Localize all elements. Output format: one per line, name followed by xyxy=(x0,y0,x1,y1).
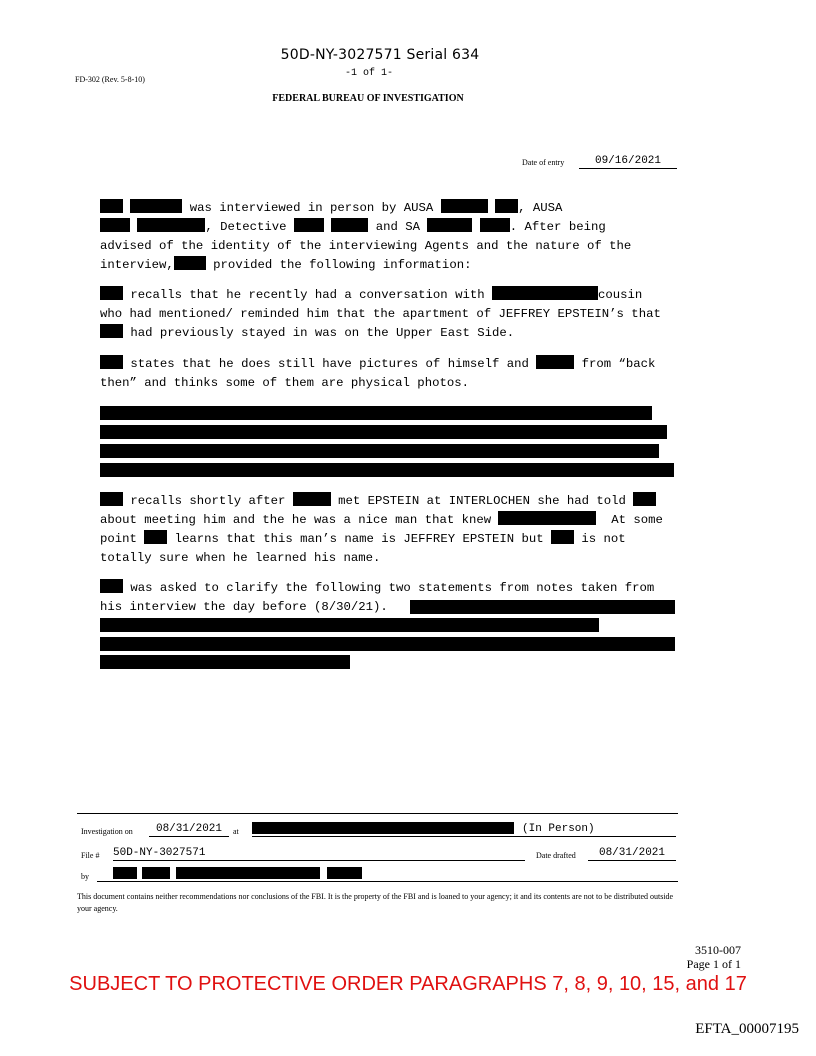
redacted-line xyxy=(100,444,659,458)
redaction xyxy=(492,286,598,300)
text-run: about meeting him and the he was a nice man that knew xyxy=(100,513,499,527)
form-number: FD-302 (Rev. 5-8-10) xyxy=(75,75,145,84)
text-run: recalls shortly after xyxy=(123,494,293,508)
text-run: , AUSA xyxy=(518,201,563,215)
text-run: , Detective xyxy=(205,220,294,234)
bates-number: EFTA_00007195 xyxy=(695,1021,799,1037)
redaction xyxy=(100,286,123,300)
redacted-line xyxy=(100,618,599,632)
redaction xyxy=(480,218,510,232)
at-label: at xyxy=(233,827,239,836)
text-run: was interviewed in person by AUSA xyxy=(182,201,441,215)
text-run: learns that this man’s name is JEFFREY EPSTEIN but xyxy=(167,532,552,546)
agency-title: FEDERAL BUREAU OF INVESTIGATION xyxy=(272,93,464,104)
text-run: . After being xyxy=(509,220,606,234)
by-label: by xyxy=(81,872,89,881)
redaction xyxy=(495,199,518,213)
redaction xyxy=(100,218,130,232)
file-number: 50D-NY-3027571 xyxy=(113,847,525,861)
protective-order-banner: SUBJECT TO PROTECTIVE ORDER PARAGRAPHS 7, 8, 9, 10, 15, and 17 xyxy=(69,973,747,995)
location-line xyxy=(252,823,676,837)
redaction xyxy=(100,199,123,213)
redaction xyxy=(327,867,362,879)
date-of-entry-label: Date of entry xyxy=(522,158,565,167)
text-run: his interview the day before (8/30/21). xyxy=(100,600,396,614)
redaction xyxy=(427,218,472,232)
paragraph-2 xyxy=(100,286,680,343)
date-of-entry-value: 09/16/2021 xyxy=(579,155,677,169)
redaction xyxy=(174,256,206,270)
text-run: was asked to clarify the following two statements from notes taken from xyxy=(123,581,655,595)
redaction xyxy=(441,199,488,213)
text-run: totally sure when he learned his name. xyxy=(100,551,381,565)
redaction xyxy=(100,492,123,506)
file-number-label: File # xyxy=(81,851,100,860)
redaction xyxy=(100,324,123,338)
text-run: interview, xyxy=(100,258,174,272)
redaction xyxy=(536,355,574,369)
text-run: and SA xyxy=(368,220,428,234)
investigation-date: 08/31/2021 xyxy=(149,823,229,837)
text-run: had previously stayed in was on the Upper East Side. xyxy=(123,326,515,340)
serial-number: 50D-NY-3027571 Serial 634 xyxy=(280,47,480,63)
redaction xyxy=(142,867,170,879)
redacted-line xyxy=(100,655,350,669)
redaction xyxy=(100,355,123,369)
redacted-line xyxy=(100,425,667,439)
redaction xyxy=(144,530,167,544)
redaction xyxy=(633,492,656,506)
paragraph-3 xyxy=(100,355,680,393)
text-run: cousin xyxy=(597,288,643,302)
text-run: provided the following information: xyxy=(205,258,472,272)
text-run: then” and thinks some of them are physical photos. xyxy=(100,376,469,390)
page-number: Page 1 of 1 xyxy=(686,957,741,971)
paragraph-5 xyxy=(100,492,680,568)
redaction xyxy=(551,530,574,544)
redaction xyxy=(130,199,182,213)
by-line xyxy=(97,881,678,882)
redaction xyxy=(294,218,324,232)
redacted-line xyxy=(410,600,675,614)
redaction xyxy=(293,492,331,506)
redaction xyxy=(331,218,368,232)
in-person-note: (In Person) xyxy=(522,823,595,835)
date-drafted: 08/31/2021 xyxy=(588,847,676,861)
redaction xyxy=(100,579,123,593)
text-run: recalls that he recently had a conversation with xyxy=(123,288,492,302)
redacted-line xyxy=(100,637,675,651)
redaction xyxy=(498,511,596,525)
text-run: from “back xyxy=(574,357,656,371)
footer-rule xyxy=(77,813,678,814)
form-code: 3510-007 xyxy=(695,943,741,957)
text-run: is not xyxy=(574,532,626,546)
text-run: At some xyxy=(596,513,663,527)
text-run: point xyxy=(100,532,145,546)
redaction xyxy=(137,218,205,232)
paragraph-1 xyxy=(100,199,680,275)
date-drafted-label: Date drafted xyxy=(536,851,576,860)
text-run: met EPSTEIN at INTERLOCHEN she had told xyxy=(330,494,634,508)
investigation-on-label: Investigation on xyxy=(81,827,133,836)
redacted-line xyxy=(100,406,652,420)
page-indicator: -1 of 1- xyxy=(344,68,393,79)
disclaimer: This document contains neither recommendations nor conclusions of the FBI. It is the property of the FBI and is loaned to your agency; it and its contents are not to be distributed outside your agency. xyxy=(77,892,674,913)
text-run: who had mentioned/ reminded him that the apartment of JEFFREY EPSTEIN’s that xyxy=(100,307,661,321)
redacted-line xyxy=(100,463,674,477)
text-run: advised of the identity of the interviewing Agents and the nature of the xyxy=(100,239,632,253)
redaction xyxy=(176,867,320,879)
text-run: states that he does still have pictures of himself and xyxy=(123,357,537,371)
redaction xyxy=(113,867,137,879)
